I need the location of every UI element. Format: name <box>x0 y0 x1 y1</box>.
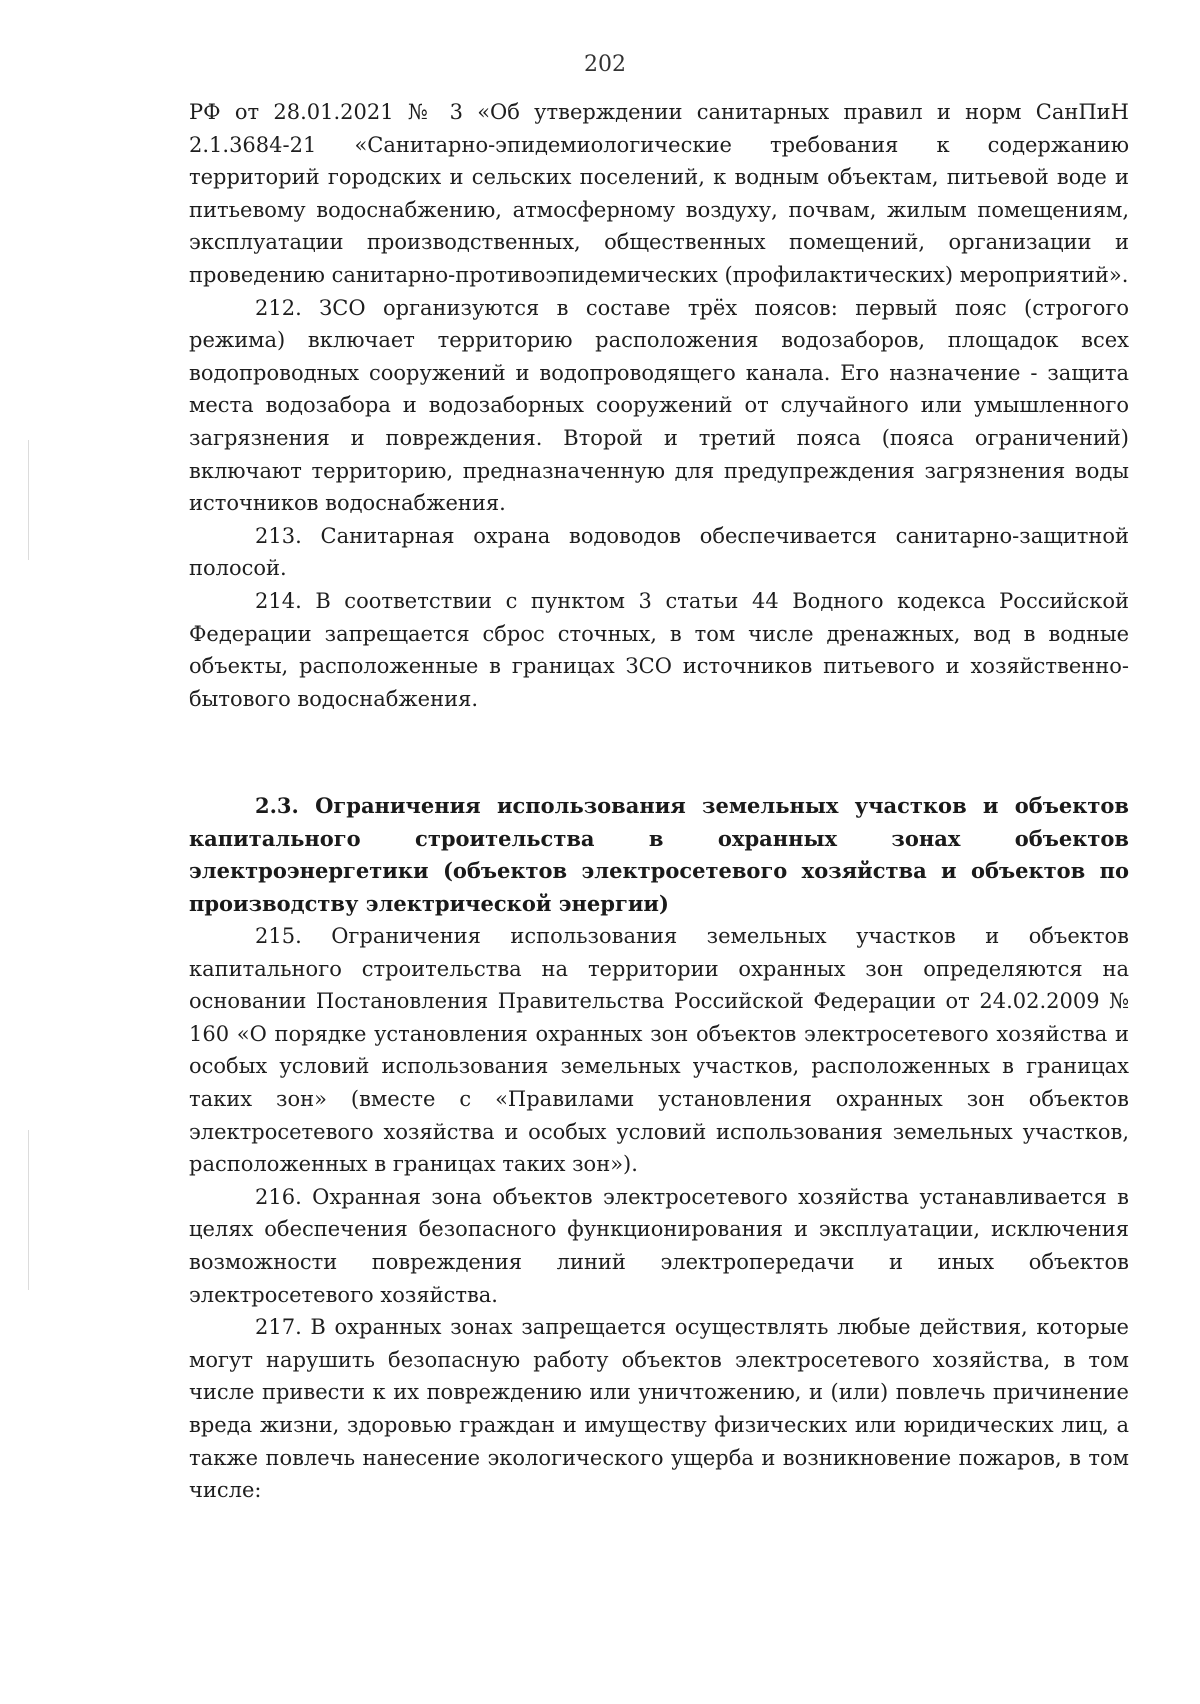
body-text-bottom <box>189 920 1129 1507</box>
section-heading: 2.3. Ограничения использования земельных участков и объектов капитального строительства в охранных зонах объектов электроэнергетики (объектов электросетевого хозяйства и объектов по производству электрической энергии) <box>189 793 1129 916</box>
body-text-top <box>189 96 1129 715</box>
paragraph-214: 214. В соответствии с пунктом 3 статьи 44 Водного кодекса Российской Федерации запрещается сброс сточных, в том числе дренажных, вод в водные объекты, расположенные в границах ЗСО источников питьевого и хозяйственно-бытового водоснабжения. <box>189 588 1129 711</box>
scan-margin-mark <box>28 440 29 560</box>
paragraph-215: 215. Ограничения использования земельных участков и объектов капитального строительства на территории охранных зон определяются на основании Постановления Правительства Российской Федерации от 24.02.2009 № 160 «О порядке установления охранных зон объектов электросетевого хозяйства и особых условий использования земельных участков, расположенных в границах таких зон» (вместе с «Правилами установления охранных зон объектов электросетевого хозяйства и особых условий использования земельных участков, расположенных в границах таких зон»). <box>189 924 1129 1177</box>
paragraph-217: 217. В охранных зонах запрещается осуществлять любые действия, которые могут нарушить безопасную работу объектов электросетевого хозяйства, в том числе привести к их повреждению или уничтожению, и (или) повлечь причинение вреда жизни, здоровью граждан и имуществу физических или юридических лиц, а также повлечь нанесение экологического ущерба и возникновение пожаров, в том числе: <box>189 1315 1129 1503</box>
scan-margin-mark <box>28 1130 29 1290</box>
page-number: 202 <box>584 52 626 77</box>
paragraph-213: 213. Санитарная охрана водоводов обеспечивается санитарно-защитной полосой. <box>189 523 1129 581</box>
paragraph-continuation: РФ от 28.01.2021 № 3 «Об утверждении санитарных правил и норм СанПиН 2.1.3684-21 «Санитарно-эпидемиологические требования к содержанию территорий городских и сельских поселений, к водным объектам, питьевой воде и питьевому водоснабжению, атмосферному воздуху, почвам, жилым помещениям, эксплуатации производственных, общественных помещений, организации и проведению санитарно-противоэпидемических (профилактических) мероприятий». <box>189 100 1129 287</box>
paragraph-216: 216. Охранная зона объектов электросетевого хозяйства устанавливается в целях обеспечения безопасного функционирования и эксплуатации, исключения возможности повреждения линий электропередачи и иных объектов электросетевого хозяйства. <box>189 1184 1129 1307</box>
paragraph-212: 212. ЗСО организуются в составе трёх поясов: первый пояс (строгого режима) включает территорию расположения водозаборов, площадок всех водопроводных сооружений и водопроводящего канала. Его назначение - защита места водозабора и водозаборных сооружений от случайного или умышленного загрязнения и повреждения. Второй и третий пояса (пояса ограничений) включают территорию, предназначенную для предупреждения загрязнения воды источников водоснабжения. <box>189 295 1129 516</box>
